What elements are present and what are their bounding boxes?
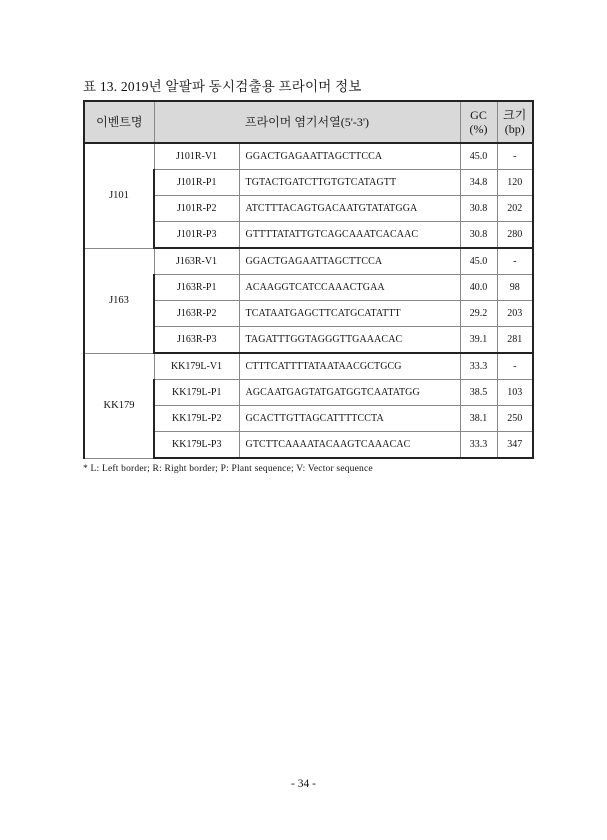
size-value: 281 [497,327,533,354]
size-value: 250 [497,406,533,432]
header-size [497,101,533,143]
primer-name: J101R-P2 [154,196,239,222]
primer-name: KK179L-V1 [154,353,239,380]
gc-value: 33.3 [460,353,497,380]
size-value: 203 [497,301,533,327]
size-value: 103 [497,380,533,406]
primer-sequence: CTTTCATTTTATAATAACGCTGCG [239,353,460,380]
gc-value: 30.8 [460,222,497,249]
header-gc-line2: (%) [469,122,488,136]
primer-name: J101R-V1 [154,143,239,170]
primer-sequence: GCACTTGTTAGCATTTTCCTA [239,406,460,432]
size-value: 120 [497,170,533,196]
table-row [84,143,533,170]
size-value: - [497,248,533,275]
gc-value: 30.8 [460,196,497,222]
table-header-row [84,101,533,143]
header-event: 이벤트명 [84,101,154,143]
primer-sequence: ACAAGGTCATCCAAACTGAA [239,275,460,301]
header-gc [460,101,497,143]
primer-sequence: GTTTTATATTGTCAGCAAATCACAAC [239,222,460,249]
header-sequence: 프라이머 염기서열(5'-3') [154,101,460,143]
gc-value: 39.1 [460,327,497,354]
primer-name: J163R-P2 [154,301,239,327]
primer-name: KK179L-P1 [154,380,239,406]
event-cell: J163 [84,248,154,353]
table-caption: 표 13. 2019년 알팔파 동시검출용 프라이머 정보 [83,79,362,94]
size-value: 202 [497,196,533,222]
primer-sequence: AGCAATGAGTATGATGGTCAATATGG [239,380,460,406]
primer-sequence: ATCTTTACAGTGACAATGTATATGGA [239,196,460,222]
header-gc-line1: GC [470,108,487,122]
table-row [84,248,533,275]
gc-value: 45.0 [460,143,497,170]
primer-sequence: TCATAATGAGCTTCATGCATATTT [239,301,460,327]
gc-value: 33.3 [460,432,497,459]
size-value: - [497,353,533,380]
primer-sequence: TGTACTGATCTTGTGTCATAGTT [239,170,460,196]
event-cell: J101 [84,143,154,248]
gc-value: 45.0 [460,248,497,275]
page-number: - 34 - [291,778,316,790]
primer-sequence: TAGATTTGGTAGGGTTGAAACAC [239,327,460,354]
primer-sequence: GGACTGAGAATTAGCTTCCA [239,143,460,170]
gc-value: 29.2 [460,301,497,327]
event-cell: KK179 [84,353,154,458]
header-size-line2: (bp) [504,122,525,136]
primer-name: KK179L-P2 [154,406,239,432]
primer-table [83,100,534,459]
gc-value: 34.8 [460,170,497,196]
primer-name: J101R-P3 [154,222,239,249]
primer-sequence: GTCTTCAAAATACAAGTCAAACAC [239,432,460,459]
primer-name: J163R-V1 [154,248,239,275]
size-value: - [497,143,533,170]
primer-name: J163R-P3 [154,327,239,354]
gc-value: 40.0 [460,275,497,301]
primer-name: J101R-P1 [154,170,239,196]
size-value: 347 [497,432,533,459]
primer-name: KK179L-P3 [154,432,239,459]
gc-value: 38.1 [460,406,497,432]
table-footnote: * L: Left border; R: Right border; P: Plant sequence; V: Vector sequence [83,464,373,474]
gc-value: 38.5 [460,380,497,406]
header-size-line1: 크기 [503,108,527,122]
primer-sequence: GGACTGAGAATTAGCTTCCA [239,248,460,275]
size-value: 280 [497,222,533,249]
table-row [84,353,533,380]
primer-name: J163R-P1 [154,275,239,301]
size-value: 98 [497,275,533,301]
